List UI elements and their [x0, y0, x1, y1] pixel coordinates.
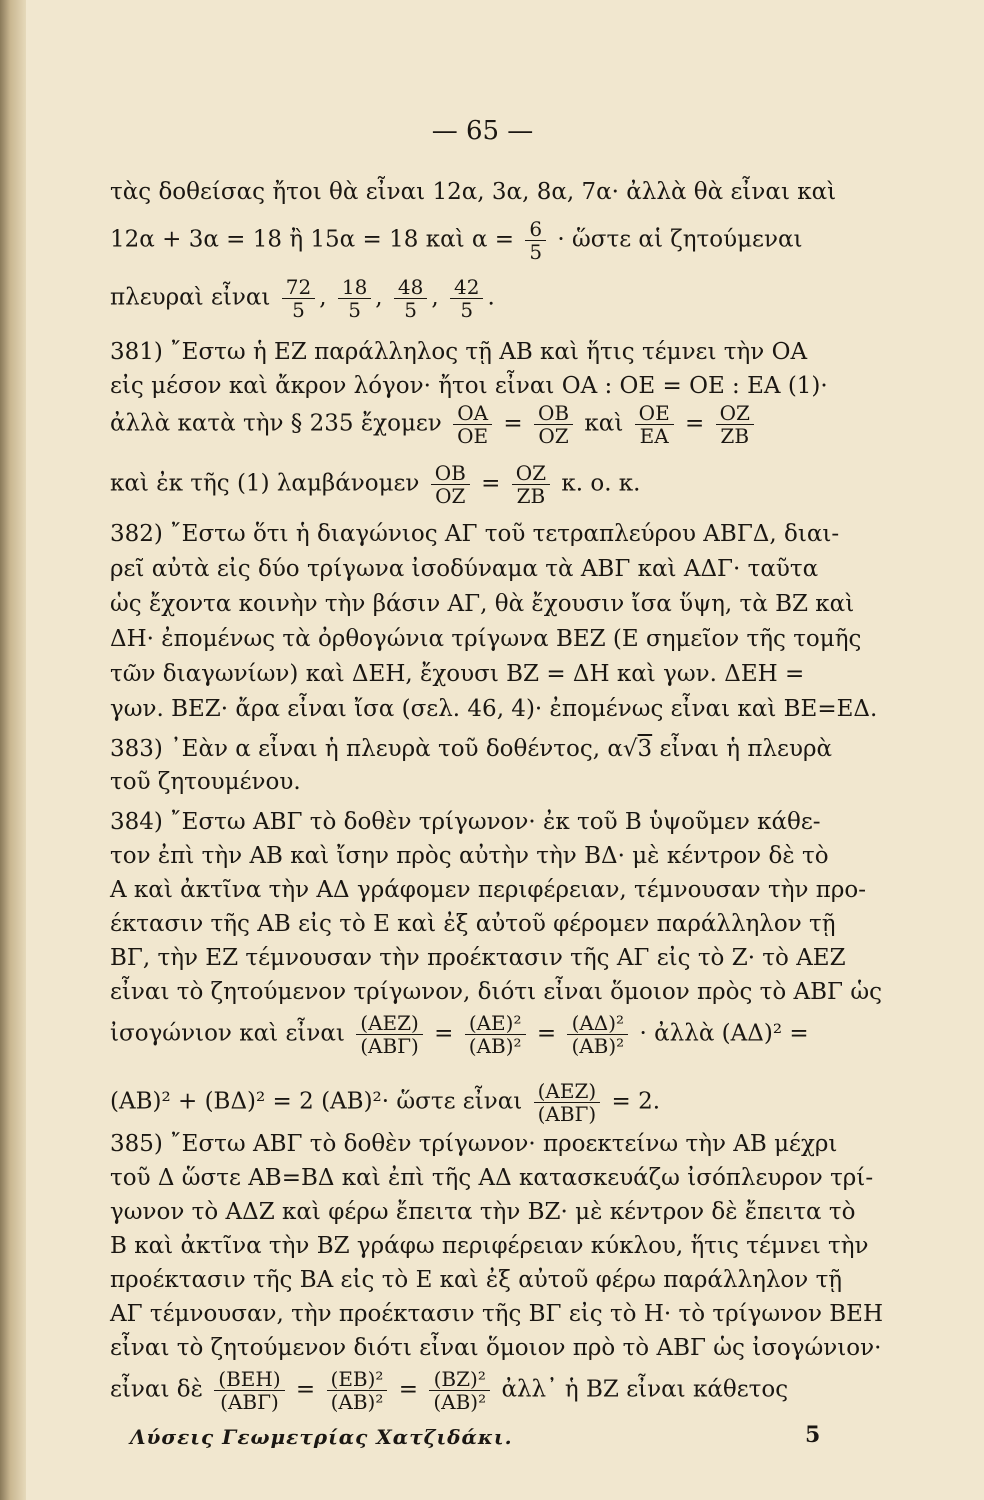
fraction: $\frac{\text{(ΒΖ)²}}{\text{(ΑΒ)²}}$: [429, 1368, 490, 1413]
fraction: $\frac{48}{5}$: [394, 276, 427, 321]
text-line: τον ἐπὶ τὴν ΑΒ καὶ ἴσην πρὸς αὐτὴν τὴν ΒΔ· μὲ κέντρον δὲ τὸ: [110, 843, 829, 869]
text-line: εἶναι δὲ $\frac{\text{(ΒΕΗ)}}{\text{(ΑΒΓ)}}$ = $\frac{\text{(ΕΒ)²}}{\text{(ΑΒ)²}}$ = $\frac{\text{(ΒΖ)²}}{\text{(ΑΒ)²}}$ ἀλλ᾿ ἡ ΒΖ εἶναι κάθετος: [110, 1367, 789, 1414]
text-line: γωνον τὸ ΑΔΖ καὶ φέρω ἔπειτα τὴν ΒΖ· μὲ κέντρον δὲ ἔπειτα τὸ: [110, 1199, 856, 1225]
text-line: 384) ῎Εστω ΑΒΓ τὸ δοθὲν τρίγωνον· ἐκ τοῦ Β ὑψοῦμεν κάθε-: [110, 809, 821, 835]
fraction: $\frac{\text{(ΕΒ)²}}{\text{(ΑΒ)²}}$: [327, 1368, 388, 1413]
text-line: 383) ᾿Εὰν α εἶναι ἡ πλευρὰ τοῦ δοθέντος, α√3 εἶναι ἡ πλευρὰ: [110, 736, 832, 762]
text-line: τὰς δοθείσας ἤτοι θὰ εἶναι 12α, 3α, 8α, 7α· ἀλλὰ θὰ εἶναι καὶ: [110, 179, 837, 205]
fraction: $\frac{OB}{OZ}$: [431, 462, 470, 507]
text-line: 382) ῎Εστω ὅτι ἡ διαγώνιος ΑΓ τοῦ τετραπλεύρου ΑΒΓΔ, διαι-: [110, 521, 840, 547]
fraction: $\frac{\text{(ΑΕΖ)}}{\text{(ΑΒΓ)}}$: [356, 1012, 423, 1057]
text-line: ὡς ἔχοντα κοινὴν τὴν βάσιν ΑΓ, θὰ ἔχουσιν ἴσα ὕψη, τὰ ΒΖ καὶ: [110, 591, 855, 617]
fraction: $\frac{OE}{EA}$: [635, 402, 674, 447]
text-line: καὶ ἐκ τῆς (1) λαμβάνομεν $\frac{OB}{OZ}$ = $\frac{OZ}{ZB}$ κ. ο. κ.: [110, 461, 641, 508]
page-number: — 65 —: [431, 116, 534, 146]
text-line: Β καὶ ἀκτῖνα τὴν ΒΖ γράφω περιφέρειαν κύκλου, ἥτις τέμνει τὴν: [110, 1233, 869, 1259]
text-line: 381) ῎Εστω ἡ ΕΖ παράλληλος τῇ ΑΒ καὶ ἥτις τέμνει τὴν ΟΑ: [110, 339, 808, 365]
text-line: τοῦ ζητουμένου.: [110, 769, 301, 795]
text-line: Α καὶ ἀκτῖνα τὴν ΑΔ γράφομεν περιφέρειαν, τέμνουσαν τὴν προ-: [110, 877, 867, 903]
text-line: 385) ῎Εστω ΑΒΓ τὸ δοθὲν τρίγωνον· προεκτείνω τὴν ΑΒ μέχρι: [110, 1131, 838, 1157]
footer-title: Λύσεις Γεωμετρίας Χατζιδάκι.: [130, 1425, 513, 1449]
fraction: $\frac{72}{5}$: [282, 276, 315, 321]
text-line: 12α + 3α = 18 ἢ 15α = 18 καὶ α = $\frac{6}{5}$ · ὥστε αἱ ζητούμεναι: [110, 217, 803, 264]
text-line: τῶν διαγωνίων) καὶ ΔΕΗ, ἔχουσι ΒΖ = ΔΗ καὶ γων. ΔΕΗ =: [110, 661, 805, 687]
fraction: $\frac{18}{5}$: [338, 276, 371, 321]
fraction: $\frac{OZ}{ZB}$: [512, 462, 550, 507]
fraction: $\frac{42}{5}$: [450, 276, 483, 321]
text-line: εἶναι τὸ ζητούμενον τρίγωνον, διότι εἶναι ὅμοιον πρὸς τὸ ΑΒΓ ὡς: [110, 979, 882, 1005]
text-line: εἰς μέσον καὶ ἄκρον λόγον· ἤτοι εἶναι ΟΑ : ΟΕ = ΟΕ : ΕΑ (1)·: [110, 373, 828, 399]
fraction: $\frac{\text{(ΒΕΗ)}}{\text{(ΑΒΓ)}}$: [214, 1368, 284, 1413]
fraction: $\frac{OB}{OZ}$: [534, 402, 573, 447]
fraction: $\frac{OZ}{ZB}$: [716, 402, 754, 447]
text-line: γων. ΒΕΖ· ἄρα εἶναι ἴσα (σελ. 46, 4)· ἐπομένως εἶναι καὶ ΒΕ=ΕΔ.: [110, 696, 878, 722]
text-line: εἶναι τὸ ζητούμενον διότι εἶναι ὅμοιον πρὸ τὸ ΑΒΓ ὡς ἰσογώνιον·: [110, 1335, 882, 1361]
fraction: $\frac{OA}{OE}$: [453, 402, 492, 447]
text-line: (ΑΒ)² + (ΒΔ)² = 2 (ΑΒ)²· ὥστε εἶναι $\frac{\text{(ΑΕΖ)}}{\text{(ΑΒΓ)}}$ = 2.: [110, 1079, 661, 1126]
text-line: ΔΗ· ἐπομένως τὰ ὀρθογώνια τρίγωνα ΒΕΖ (Ε σημεῖον τῆς τομῆς: [110, 626, 862, 652]
text-line: ΑΓ τέμνουσαν, τὴν προέκτασιν τῆς ΒΓ εἰς τὸ Η· τὸ τρίγωνον ΒΕΗ: [110, 1301, 884, 1327]
text-line: έκτασιν τῆς ΑΒ εἰς τὸ Ε καὶ ἐξ αὐτοῦ φέρομεν παράλληλον τῇ: [110, 911, 836, 937]
fraction: $\frac{\text{(ΑΕ)²}}{\text{(ΑΒ)²}}$: [465, 1012, 526, 1057]
text-line: προέκτασιν τῆς ΒΑ εἰς τὸ Ε καὶ ἐξ αὐτοῦ φέρω παράλληλον τῇ: [110, 1267, 843, 1293]
fraction: $\frac{\text{(ΑΔ)²}}{\text{(ΑΒ)²}}$: [567, 1012, 628, 1057]
text-line: ΒΓ, τὴν ΕΖ τέμνουσαν τὴν προέκτασιν τῆς ΑΓ εἰς τὸ Ζ· τὸ ΑΕΖ: [110, 945, 846, 971]
text-line: πλευραὶ εἶναι $\frac{72}{5}$ , $\frac{18}{5}$ , $\frac{48}{5}$ , $\frac{42}{5}$ .: [110, 275, 495, 322]
book-spine: [0, 0, 26, 1500]
text-line: τοῦ Δ ὥστε ΑΒ=ΒΔ καὶ ἐπὶ τῆς ΑΔ κατασκευάζω ἰσόπλευρον τρί-: [110, 1165, 874, 1191]
text-line: ἰσογώνιον καὶ εἶναι $\frac{\text{(ΑΕΖ)}}{\text{(ΑΒΓ)}}$ = $\frac{\text{(ΑΕ)²}}{\text{(ΑΒ)²}}$ = $\frac{\text{(ΑΔ)²}}{\text{(ΑΒ)²}}$ · ἀλλὰ (ΑΔ)² =: [110, 1011, 809, 1058]
book-page: [60, 100, 905, 1480]
signature-mark: 5: [805, 1422, 821, 1448]
fraction: $\frac{\text{(ΑΕΖ)}}{\text{(ΑΒΓ)}}$: [534, 1080, 601, 1125]
fraction: $\frac{6}{5}$: [525, 218, 546, 263]
text-line: ρεῖ αὐτὰ εἰς δύο τρίγωνα ἰσοδύναμα τὰ ΑΒΓ καὶ ΑΔΓ· ταῦτα: [110, 556, 819, 582]
text-line: ἀλλὰ κατὰ τὴν § 235 ἔχομεν $\frac{OA}{OE}$ = $\frac{OB}{OZ}$ καὶ $\frac{OE}{EA}$ = $\frac{OZ}{ZB}$: [110, 402, 900, 447]
